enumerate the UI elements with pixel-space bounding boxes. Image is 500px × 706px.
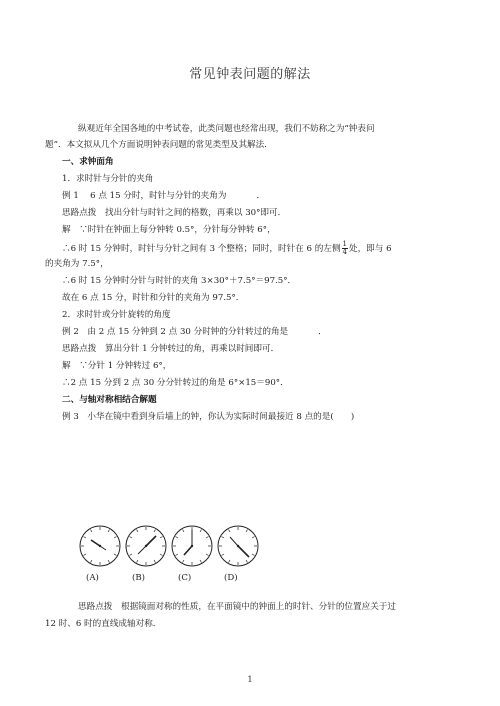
section-heading-1: 一、求钟面角 xyxy=(62,157,114,167)
option-label-d: (D) xyxy=(224,573,238,583)
example-2 xyxy=(62,326,327,338)
fraction-one-quarter xyxy=(342,241,348,256)
option-label-c: (C) xyxy=(178,573,192,583)
hint-2: 思路点拨 算出分针 1 分钟转过的角，再乘以时间即可． xyxy=(62,344,280,354)
example-2-text: 例 2 由 2 点 15 分钟到 2 点 30 分时钟的分针转过的角是 xyxy=(62,327,289,337)
fraction-numerator: 1 xyxy=(342,240,347,248)
page-number: 1 xyxy=(247,675,253,685)
example-1-end: ． xyxy=(256,191,266,201)
example-2-end: ． xyxy=(318,327,327,337)
section-heading-2: 二、与轴对称相结合解题 xyxy=(62,395,157,405)
subheading-1: 1．求时针与分针的夹角 xyxy=(62,174,154,184)
intro-line-1: 纵观近年全国各地的中考试卷，此类问题也经常出现，我们不妨称之为“钟表问 xyxy=(78,124,375,134)
hint-3-line-1: 思路点拨 根据镜面对称的性质，在平面镜中的钟面上的时针、分针的位置应关于过 xyxy=(78,602,396,612)
clock-c xyxy=(172,526,212,566)
subheading-2: 2．求时针或分针旋转的角度 xyxy=(62,310,171,320)
intro-line-2: 题”．本文拟从几个方面说明钟表问题的常见类型及其解法． xyxy=(45,140,273,150)
hint-3-line-2: 12 时、6 时的直线成轴对称． xyxy=(45,619,162,629)
mirror-clocks-figure xyxy=(78,524,268,568)
solution-1c: 的夹角为 7.5°， xyxy=(45,259,109,269)
option-label-b: (B) xyxy=(132,573,146,583)
solution-1b xyxy=(62,241,392,256)
clock-b xyxy=(126,526,166,566)
solution-1e: 故在 6 点 15 分，时针和分针的夹角为 97.5°． xyxy=(62,293,245,303)
solution-2b: ∴2 点 15 分到 2 点 30 分分针转过的角是 6°×15＝90°． xyxy=(62,378,289,388)
document-title: 常见钟表问题的解法 xyxy=(189,67,311,82)
example-1 xyxy=(62,190,265,202)
solution-1b-post: 处，即与 6 xyxy=(348,244,392,254)
option-label-a: (A) xyxy=(86,573,99,583)
clock-d xyxy=(218,526,258,566)
solution-1: 解 ∵时针在钟面上每分钟转 0.5°，分针每分钟转 6°， xyxy=(62,225,276,235)
solution-1d: ∴6 时 15 分钟时分针与时针的夹角 3×30°＋7.5°＝97.5°． xyxy=(62,276,297,286)
solution-1b-pre: ∴6 时 15 分钟时，时针与分针之间有 3 个整格；同时，时针在 6 的左侧 xyxy=(62,244,341,254)
clock-a xyxy=(80,526,120,566)
example-3: 例 3 小华在镜中看到身后墙上的钟，你认为实际时间最接近 8 点的是( ) xyxy=(62,412,355,422)
solution-2: 解 ∵分针 1 分钟转过 6°， xyxy=(62,361,172,371)
fraction-denominator: 4 xyxy=(342,248,347,256)
hint-1: 思路点拨 找出分针与时针之间的格数，再乘以 30°即可． xyxy=(62,208,287,218)
example-1-text: 例 1 6 点 15 分时，时针与分针的夹角为 xyxy=(62,191,227,201)
